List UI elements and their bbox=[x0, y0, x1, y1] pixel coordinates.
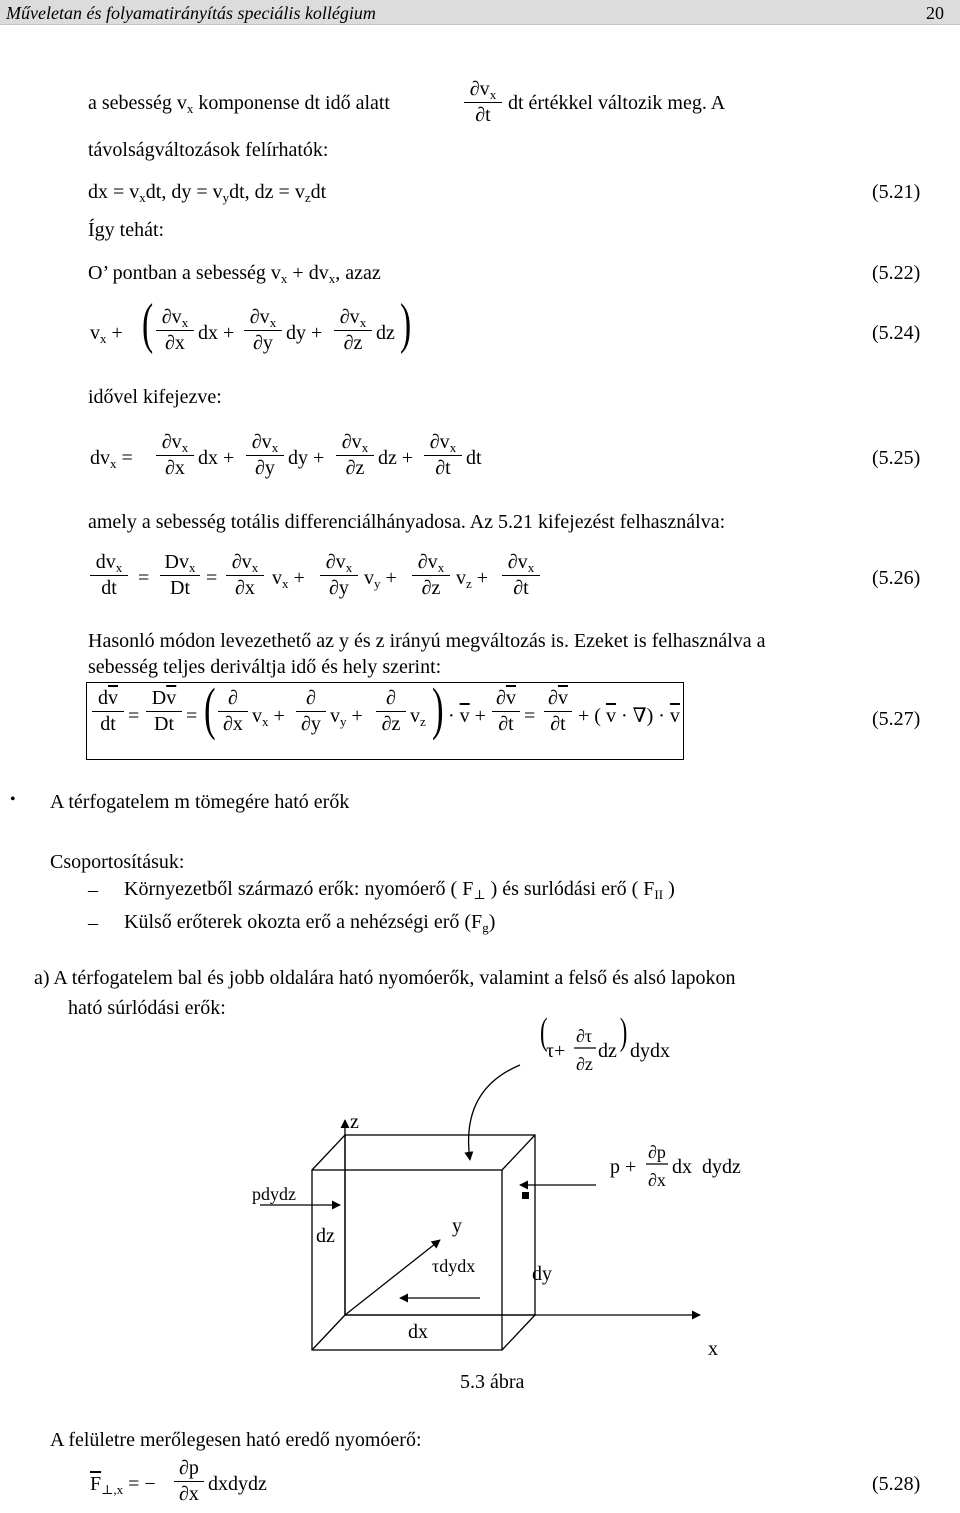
eq-5-27-frac-5: $\partial\overline{v}$ ∂t bbox=[544, 688, 572, 735]
eq-5-27-Dv: $D\overline{v}$ Dt bbox=[146, 688, 182, 735]
cube-edge bbox=[502, 1135, 535, 1170]
eq-5-24-dy: dy + bbox=[286, 322, 323, 344]
eq-5-21-c: dt, dz = v bbox=[229, 181, 305, 203]
line-6: idővel kifejezve: bbox=[88, 386, 222, 408]
dvx-dt-fraction: $\partial v_x$ ∂t bbox=[464, 79, 502, 126]
tau-top-arrow bbox=[469, 1065, 520, 1160]
eq-5-27-eq3: = bbox=[524, 705, 536, 727]
eq-5-27-paren-l: ( bbox=[204, 676, 216, 741]
eq-5-27-frac-3: ∂ ∂z bbox=[376, 688, 406, 735]
tau-paren-r: ) bbox=[619, 1010, 628, 1053]
tau-top-den: ∂z bbox=[576, 1054, 593, 1074]
eq-5-24-dx: dx + bbox=[198, 322, 235, 344]
y-axis bbox=[345, 1240, 440, 1315]
eq-5-27-frac-4: $\partial\overline{v}$ ∂t bbox=[492, 688, 520, 735]
eq-number-5-26: (5.26) bbox=[872, 567, 921, 589]
paren-right: ) bbox=[400, 293, 412, 355]
eq-5-26-frac-2: $\partial v_x$ ∂y bbox=[320, 552, 358, 599]
dash-item-2-b: ) bbox=[488, 911, 496, 933]
dash-item-2: Külső erőterek okozta erő a nehézségi erő $(F_g)$ bbox=[124, 911, 496, 935]
eq-5-27-dot-v: · $\overline{v}$ + bbox=[448, 705, 486, 727]
eq-5-25-lhs: $dv_x$ = bbox=[90, 447, 133, 471]
eq-5-26-lhs: $dv_x$ dt bbox=[90, 552, 128, 599]
eq-number-5-24: (5.24) bbox=[872, 322, 921, 344]
line-8: Hasonló módon levezethető az y és z irányú megváltozás is. Ezeket is felhasználva a bbox=[88, 630, 766, 652]
eq-5-27-vz: $v_z$ bbox=[410, 705, 426, 729]
label-dx: dx bbox=[408, 1321, 428, 1343]
tau-paren-l: ( bbox=[540, 1010, 548, 1053]
eq-5-28-frac: ∂p ∂x bbox=[174, 1458, 204, 1505]
eq-5-22: O’ pontban a sebesség $v_x + dv_x$, azaz bbox=[88, 262, 381, 286]
eq-5-24-dz: dz bbox=[376, 322, 395, 344]
dash-icon: – bbox=[88, 879, 98, 901]
eq-5-26-eq2: = bbox=[206, 567, 218, 589]
eq-5-27-frac-1: ∂ ∂x bbox=[218, 688, 248, 735]
eq-5-27-paren-r: ) bbox=[432, 676, 444, 741]
header-title: Műveletan és folyamatirányítás speciális kollégium bbox=[6, 3, 376, 23]
cube-edge bbox=[312, 1135, 345, 1170]
eq-5-25-frac-4: $\partial v_x$ ∂t bbox=[424, 432, 462, 479]
eq-5-21-a: dx = v bbox=[88, 181, 140, 203]
eq-5-25-frac-1: $\partial v_x$ ∂x bbox=[156, 432, 194, 479]
eq-5-21: dx = $v_xdt$, dy = $v_ydt$, dz = $v_zdt$ bbox=[88, 181, 327, 205]
eq-5-22-a: O’ pontban a sebesség v bbox=[88, 262, 281, 284]
line-1-text-a: a sebesség v bbox=[88, 92, 187, 114]
eq-5-21-d: dt bbox=[310, 181, 327, 203]
dash-item-1: Környezetből származó erők: nyomóerő ( $F_\perp$ ) és surlódási erő ( $F_{II}$ ) bbox=[124, 878, 675, 902]
label-dy: dy bbox=[532, 1263, 552, 1285]
eq-number-5-28: (5.28) bbox=[872, 1473, 921, 1495]
line-7: amely a sebesség totális differenciálhányadosa. Az 5.21 kifejezést felhasználva: bbox=[88, 511, 726, 533]
eq-number-5-25: (5.25) bbox=[872, 447, 921, 469]
eq-5-26-vx: $v_x$ + bbox=[272, 567, 305, 591]
dash-item-1-b: ) és surlódási erő ( F bbox=[485, 878, 655, 900]
label-tau-dydx: τdydx bbox=[432, 1256, 476, 1276]
eq-number-5-22: (5.22) bbox=[872, 262, 921, 284]
p-right-dx: dx bbox=[672, 1156, 692, 1178]
figure-5-3 bbox=[0, 1010, 960, 1400]
line-1-text-c: dt értékkel változik meg. A bbox=[508, 92, 726, 114]
bullet-text: A térfogatelem m tömegére ható erők bbox=[50, 791, 350, 813]
tau-top-num: ∂τ bbox=[576, 1026, 593, 1046]
eq-5-27-eq1: = bbox=[128, 705, 140, 727]
eq-5-25-frac-3: $\partial v_x$ ∂z bbox=[336, 432, 374, 479]
figure-caption: 5.3 ábra bbox=[460, 1371, 525, 1393]
point-marker bbox=[522, 1192, 529, 1199]
eq-5-26-Dvx: $Dv_x$ Dt bbox=[160, 552, 200, 599]
eq-5-27-frac-2: ∂ ∂y bbox=[296, 688, 326, 735]
eq-number-5-27: (5.27) bbox=[872, 708, 921, 730]
dash-item-1-c: ) bbox=[663, 878, 675, 900]
last-line: A felületre merőlegesen ható eredő nyomóerő: bbox=[50, 1429, 422, 1451]
eq-5-26-frac-4: $\partial v_x$ ∂t bbox=[502, 552, 540, 599]
eq-5-25-frac-2: $\partial v_x$ ∂y bbox=[246, 432, 284, 479]
paren-left: ( bbox=[142, 293, 154, 355]
eq-5-22-c: , azaz bbox=[335, 262, 381, 284]
eq-5-26-frac-3: $\partial v_x$ ∂z bbox=[412, 552, 450, 599]
eq-5-26-frac-1: $\partial v_x$ ∂x bbox=[226, 552, 264, 599]
group-heading: Csoportosításuk: bbox=[50, 851, 185, 873]
eq-5-25-dx: dx + bbox=[198, 447, 235, 469]
eq-5-28-lhs: $\overline{F}_{\perp,x}$ = − bbox=[90, 1473, 156, 1497]
line-9: sebesség teljes deriváltja idő és hely szerint: bbox=[88, 656, 442, 678]
label-dz: dz bbox=[316, 1225, 335, 1247]
tau-top-dydx: dydx bbox=[630, 1040, 670, 1062]
item-a-line-2: ható súrlódási erők: bbox=[68, 997, 226, 1019]
label-y: y bbox=[452, 1215, 462, 1237]
eq-5-24-frac-1: $\partial v_x$ ∂x bbox=[156, 307, 194, 354]
eq-5-25-dy: dy + bbox=[288, 447, 325, 469]
p-right-num: ∂p bbox=[648, 1142, 666, 1162]
eq-5-24-frac-3: $\partial v_x$ ∂z bbox=[334, 307, 372, 354]
cube-edge bbox=[502, 1315, 535, 1350]
eq-5-27-vx: $v_x$ + bbox=[252, 705, 285, 729]
eq-5-21-b: dt, dy = v bbox=[145, 181, 223, 203]
line-2: távolságváltozások felírhatók: bbox=[88, 139, 329, 161]
bullet-icon: • bbox=[10, 791, 16, 808]
eq-5-26-vz: $v_z$ + bbox=[456, 567, 489, 591]
eq-5-25-dz: dz + bbox=[378, 447, 414, 469]
tau-top-dz: dz bbox=[598, 1040, 617, 1062]
label-x: x bbox=[708, 1338, 718, 1360]
line-1: a sebesség $v_x$ komponense dt idő alatt bbox=[88, 92, 390, 116]
p-right-den: ∂x bbox=[648, 1170, 666, 1190]
eq-5-27-lhs: $d\overline{v}$ dt bbox=[92, 688, 124, 735]
dash-icon: – bbox=[88, 912, 98, 934]
cube-back-face bbox=[345, 1135, 535, 1315]
eq-5-26-vy: $v_y$ + bbox=[364, 567, 397, 591]
p-right: p + bbox=[610, 1156, 637, 1178]
eq-5-25-dt: dt bbox=[466, 447, 482, 469]
eq-5-26-eq1: = bbox=[138, 567, 150, 589]
tau-top: τ+ bbox=[546, 1040, 566, 1062]
p-right-dydz: dydz bbox=[702, 1156, 741, 1178]
eq-5-24-frac-2: $\partial v_x$ ∂y bbox=[244, 307, 282, 354]
item-a-line-1: a) A térfogatelem bal és jobb oldalára ható nyomóerők, valamint a felső és alsó lapokon bbox=[34, 967, 736, 989]
dash-item-1-a: Környezetből származó erők: nyomóerő ( F bbox=[124, 878, 474, 900]
eq-5-27-vy: $v_y$ + bbox=[330, 705, 363, 729]
dash-item-2-a: Külső erőterek okozta erő a nehézségi erő (F bbox=[124, 911, 483, 933]
eq-number-5-21: (5.21) bbox=[872, 181, 921, 203]
eq-5-22-b: + dv bbox=[287, 262, 329, 284]
label-z: z bbox=[350, 1111, 359, 1133]
line-4: Így tehát: bbox=[88, 219, 165, 241]
eq-5-27-nabla: + ( $\overline{v}$ · ∇) · $\overline{v}$ bbox=[578, 705, 680, 727]
eq-5-24-vx: $v_x$ + bbox=[90, 322, 123, 346]
cube-edge bbox=[312, 1315, 345, 1350]
page-header bbox=[0, 0, 960, 25]
eq-5-28-rhs: dxdydz bbox=[208, 1473, 267, 1495]
line-1-text-b: komponense dt idő alatt bbox=[193, 92, 390, 114]
eq-5-27-eq2: = bbox=[186, 705, 198, 727]
label-pdydz: pdydz bbox=[252, 1184, 296, 1204]
page-number: 20 bbox=[926, 3, 944, 23]
